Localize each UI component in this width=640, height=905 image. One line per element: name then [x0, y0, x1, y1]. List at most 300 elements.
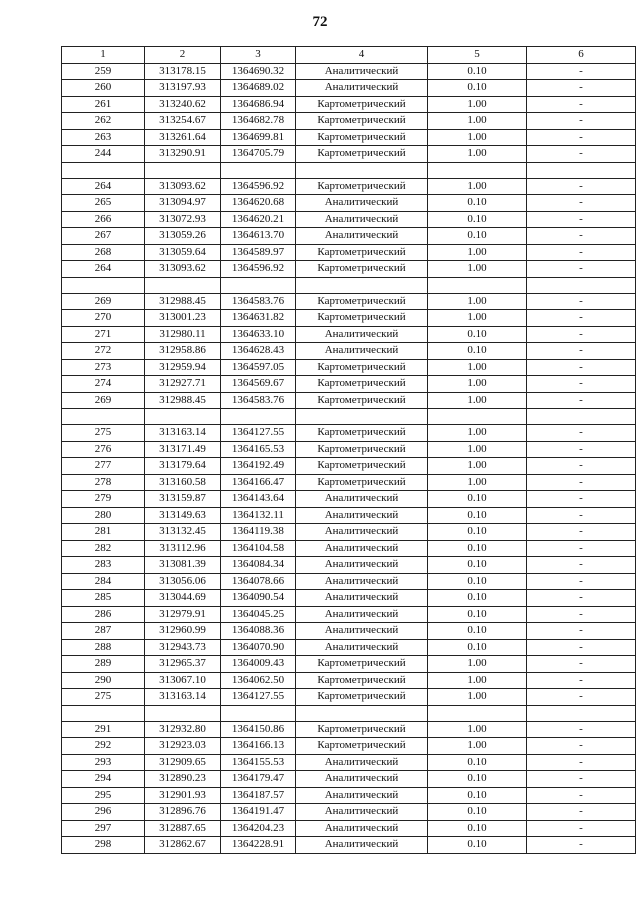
table-cell: 277 [62, 458, 145, 475]
table-cell: 312965.37 [145, 656, 221, 673]
table-cell [296, 409, 428, 425]
table-row [62, 310, 636, 327]
table-separator-row [62, 277, 636, 293]
table-cell [428, 409, 527, 425]
table-cell: 1364088.36 [221, 623, 296, 640]
table-cell: 1364569.67 [221, 376, 296, 393]
table-cell: 1364682.78 [221, 113, 296, 130]
table-cell: 312890.23 [145, 771, 221, 788]
table-row [62, 787, 636, 804]
table-cell: - [527, 507, 636, 524]
table-cell: Картометрический [296, 113, 428, 130]
table-cell: 1364187.57 [221, 787, 296, 804]
table-cell: 1364127.55 [221, 689, 296, 706]
table-cell: Картометрический [296, 474, 428, 491]
table-cell: - [527, 656, 636, 673]
table-cell: Картометрический [296, 376, 428, 393]
table-cell: 289 [62, 656, 145, 673]
table-cell [221, 705, 296, 721]
table-cell: - [527, 458, 636, 475]
table-cell: 1364583.76 [221, 392, 296, 409]
table-cell: Аналитический [296, 507, 428, 524]
table-cell: - [527, 80, 636, 97]
table-cell: 271 [62, 326, 145, 343]
table-row [62, 425, 636, 442]
table-cell: Картометрический [296, 129, 428, 146]
table-cell: - [527, 310, 636, 327]
table-cell: - [527, 524, 636, 541]
table-cell: 312901.93 [145, 787, 221, 804]
table-cell: Аналитический [296, 211, 428, 228]
table-cell: 1364583.76 [221, 293, 296, 310]
table-cell: 0.10 [428, 771, 527, 788]
table-cell: 1.00 [428, 293, 527, 310]
table-cell: 313072.93 [145, 211, 221, 228]
table-cell: Аналитический [296, 557, 428, 574]
table-cell: - [527, 293, 636, 310]
table-cell: 312887.65 [145, 820, 221, 837]
table-cell: 1364596.92 [221, 178, 296, 195]
table-cell: 0.10 [428, 326, 527, 343]
table-cell: 0.10 [428, 837, 527, 854]
page-number: 72 [312, 14, 328, 30]
table-row [62, 820, 636, 837]
table-row [62, 376, 636, 393]
table-row [62, 146, 636, 163]
table-cell: Картометрический [296, 244, 428, 261]
table-cell: - [527, 623, 636, 640]
table-cell: 0.10 [428, 557, 527, 574]
table-cell: - [527, 376, 636, 393]
table-cell: Аналитический [296, 820, 428, 837]
table-cell: 283 [62, 557, 145, 574]
table-cell: 265 [62, 195, 145, 212]
table-cell: Аналитический [296, 606, 428, 623]
table-cell: 1364127.55 [221, 425, 296, 442]
table-cell: 259 [62, 63, 145, 80]
table-cell: 1.00 [428, 129, 527, 146]
table-cell: - [527, 441, 636, 458]
table-cell: 1.00 [428, 738, 527, 755]
table-cell: Аналитический [296, 491, 428, 508]
table-cell: 313163.14 [145, 689, 221, 706]
table-cell: 284 [62, 573, 145, 590]
table-cell: 1364620.21 [221, 211, 296, 228]
table-cell: 313056.06 [145, 573, 221, 590]
table-cell: 313159.87 [145, 491, 221, 508]
table-cell: 313178.15 [145, 63, 221, 80]
table-cell: Картометрический [296, 689, 428, 706]
table-cell: 297 [62, 820, 145, 837]
table-cell: Аналитический [296, 754, 428, 771]
table-cell: Аналитический [296, 343, 428, 360]
table-cell: - [527, 178, 636, 195]
table-cell: 0.10 [428, 63, 527, 80]
table-cell: 268 [62, 244, 145, 261]
table-cell: 1364631.82 [221, 310, 296, 327]
table-cell: Картометрический [296, 458, 428, 475]
table-cell: 1364166.13 [221, 738, 296, 755]
table-cell: 312980.11 [145, 326, 221, 343]
table-cell: 291 [62, 721, 145, 738]
table-cell: Картометрический [296, 178, 428, 195]
table-cell: - [527, 721, 636, 738]
table-cell: 1.00 [428, 672, 527, 689]
table-cell: 313290.91 [145, 146, 221, 163]
table-cell: 263 [62, 129, 145, 146]
table-cell: 1364628.43 [221, 343, 296, 360]
table-cell: Аналитический [296, 837, 428, 854]
table-cell: 290 [62, 672, 145, 689]
table-cell: 0.10 [428, 590, 527, 607]
table-cell: 1364228.91 [221, 837, 296, 854]
table-cell [62, 277, 145, 293]
table-cell: 312927.71 [145, 376, 221, 393]
table-cell: 1364084.34 [221, 557, 296, 574]
table-row [62, 129, 636, 146]
table-cell: 313149.63 [145, 507, 221, 524]
table-row [62, 228, 636, 245]
table-cell: - [527, 738, 636, 755]
table-cell: Аналитический [296, 228, 428, 245]
table-cell: 313179.64 [145, 458, 221, 475]
table-cell: 267 [62, 228, 145, 245]
table-row [62, 178, 636, 195]
table-cell [145, 162, 221, 178]
table-cell: 298 [62, 837, 145, 854]
table-row [62, 244, 636, 261]
table-cell: - [527, 837, 636, 854]
table-cell: 1364596.92 [221, 261, 296, 278]
table-cell: 313059.26 [145, 228, 221, 245]
table-row [62, 96, 636, 113]
table-cell: 313254.67 [145, 113, 221, 130]
table-row [62, 672, 636, 689]
table-cell: 1.00 [428, 656, 527, 673]
table-cell: Картометрический [296, 261, 428, 278]
table-cell: Аналитический [296, 787, 428, 804]
table-cell: 313067.10 [145, 672, 221, 689]
table-cell: 1.00 [428, 244, 527, 261]
table-cell: 1.00 [428, 376, 527, 393]
table-cell: 313171.49 [145, 441, 221, 458]
table-cell: 1364204.23 [221, 820, 296, 837]
table-cell: - [527, 211, 636, 228]
table-cell: Картометрический [296, 672, 428, 689]
table-cell [145, 705, 221, 721]
table-cell: 1364613.70 [221, 228, 296, 245]
table-row [62, 63, 636, 80]
table-cell: 1364045.25 [221, 606, 296, 623]
table-cell: 312988.45 [145, 293, 221, 310]
table-cell: 1364179.47 [221, 771, 296, 788]
table-cell: 275 [62, 425, 145, 442]
table-cell: Картометрический [296, 392, 428, 409]
table-cell: 1.00 [428, 425, 527, 442]
table-separator-row [62, 409, 636, 425]
table-cell: Аналитический [296, 804, 428, 821]
table-row [62, 754, 636, 771]
table-row [62, 211, 636, 228]
table-cell: - [527, 804, 636, 821]
table-cell: 272 [62, 343, 145, 360]
table-cell: Аналитический [296, 540, 428, 557]
table-cell: 266 [62, 211, 145, 228]
table-cell: 1.00 [428, 474, 527, 491]
table-cell: 1364690.32 [221, 63, 296, 80]
table-cell: - [527, 146, 636, 163]
table-cell: 280 [62, 507, 145, 524]
table-row [62, 359, 636, 376]
table-cell: 0.10 [428, 507, 527, 524]
table-cell: 313112.96 [145, 540, 221, 557]
table-cell: 1364119.38 [221, 524, 296, 541]
table-cell: 260 [62, 80, 145, 97]
table-cell: Аналитический [296, 326, 428, 343]
table-cell: 313160.58 [145, 474, 221, 491]
table-separator-row [62, 162, 636, 178]
table-row [62, 590, 636, 607]
table-cell: - [527, 573, 636, 590]
table-cell: 0.10 [428, 491, 527, 508]
table-cell: 1364155.53 [221, 754, 296, 771]
table-cell: 276 [62, 441, 145, 458]
table-cell: 312979.91 [145, 606, 221, 623]
table-cell: - [527, 491, 636, 508]
table-cell: 312932.80 [145, 721, 221, 738]
table-cell: - [527, 195, 636, 212]
column-header: 4 [296, 47, 428, 64]
table-cell: 1.00 [428, 392, 527, 409]
table-cell: 1364589.97 [221, 244, 296, 261]
table-row [62, 113, 636, 130]
table-row [62, 738, 636, 755]
table-cell: 1364699.81 [221, 129, 296, 146]
table-cell [527, 162, 636, 178]
table-cell: 1364009.43 [221, 656, 296, 673]
coordinates-table [61, 46, 636, 854]
table-cell: 1364150.86 [221, 721, 296, 738]
table-row [62, 837, 636, 854]
table-cell: 269 [62, 293, 145, 310]
table-cell [527, 705, 636, 721]
table-row [62, 557, 636, 574]
table-cell: Картометрический [296, 721, 428, 738]
table-cell: - [527, 113, 636, 130]
table-cell: 312862.67 [145, 837, 221, 854]
table-cell: - [527, 326, 636, 343]
table-cell: 313044.69 [145, 590, 221, 607]
table-cell: 313094.97 [145, 195, 221, 212]
table-cell: 313132.45 [145, 524, 221, 541]
table-cell [221, 162, 296, 178]
table-separator-row [62, 705, 636, 721]
table-cell: 1.00 [428, 146, 527, 163]
column-header: 2 [145, 47, 221, 64]
table-header-row [62, 47, 636, 64]
table-row [62, 639, 636, 656]
table-cell: 0.10 [428, 754, 527, 771]
table-row [62, 474, 636, 491]
table-cell: 0.10 [428, 343, 527, 360]
table-row [62, 721, 636, 738]
table-cell: 292 [62, 738, 145, 755]
table-cell: 262 [62, 113, 145, 130]
table-cell: 312988.45 [145, 392, 221, 409]
table-cell: - [527, 244, 636, 261]
table-cell: Картометрический [296, 441, 428, 458]
table-cell: 1364132.11 [221, 507, 296, 524]
table-cell: 295 [62, 787, 145, 804]
table-cell: - [527, 754, 636, 771]
table-cell: 313240.62 [145, 96, 221, 113]
table-cell [428, 705, 527, 721]
table-row [62, 606, 636, 623]
table-row [62, 491, 636, 508]
table-cell: - [527, 787, 636, 804]
table-cell: 1364070.90 [221, 639, 296, 656]
table-cell: 1364078.66 [221, 573, 296, 590]
table-cell: 313093.62 [145, 178, 221, 195]
table-cell: 313197.93 [145, 80, 221, 97]
table-cell [62, 705, 145, 721]
table-row [62, 524, 636, 541]
table-cell: 0.10 [428, 606, 527, 623]
table-cell: 0.10 [428, 623, 527, 640]
table-cell: Картометрический [296, 359, 428, 376]
table-cell: 0.10 [428, 639, 527, 656]
table-cell: 1.00 [428, 113, 527, 130]
table-cell: 1364620.68 [221, 195, 296, 212]
table-cell: 1364689.02 [221, 80, 296, 97]
table-cell: 1.00 [428, 458, 527, 475]
table-cell: 264 [62, 261, 145, 278]
table-cell: 1.00 [428, 689, 527, 706]
table-cell: - [527, 689, 636, 706]
table-cell [221, 409, 296, 425]
table-cell: - [527, 557, 636, 574]
table-cell: - [527, 129, 636, 146]
table-cell: Аналитический [296, 573, 428, 590]
table-cell: Аналитический [296, 771, 428, 788]
table-cell: 313163.14 [145, 425, 221, 442]
table-cell [296, 705, 428, 721]
table-cell: - [527, 820, 636, 837]
table-cell: 0.10 [428, 540, 527, 557]
table-cell: Аналитический [296, 639, 428, 656]
table-cell: Картометрический [296, 738, 428, 755]
table-cell: Картометрический [296, 425, 428, 442]
table-cell: 1364166.47 [221, 474, 296, 491]
table-cell [527, 277, 636, 293]
table-cell: - [527, 359, 636, 376]
table-cell: 313081.39 [145, 557, 221, 574]
table-cell: 0.10 [428, 573, 527, 590]
table-cell: 1.00 [428, 96, 527, 113]
table-cell: 274 [62, 376, 145, 393]
table-cell: 1364165.53 [221, 441, 296, 458]
table-row [62, 507, 636, 524]
table-cell: 312943.73 [145, 639, 221, 656]
table-cell [221, 277, 296, 293]
table-row [62, 343, 636, 360]
table-row [62, 392, 636, 409]
table-cell: 286 [62, 606, 145, 623]
table-cell: 1.00 [428, 178, 527, 195]
table-cell: 0.10 [428, 524, 527, 541]
table-cell: 294 [62, 771, 145, 788]
table-cell [296, 162, 428, 178]
table-cell: 287 [62, 623, 145, 640]
table-cell: 312909.65 [145, 754, 221, 771]
table-cell: - [527, 63, 636, 80]
table-cell: Картометрический [296, 310, 428, 327]
table-cell: 312959.94 [145, 359, 221, 376]
table-cell: 0.10 [428, 820, 527, 837]
table-cell: 1364633.10 [221, 326, 296, 343]
table-cell: - [527, 425, 636, 442]
table-row [62, 573, 636, 590]
table-cell [62, 409, 145, 425]
table-cell: - [527, 343, 636, 360]
table-cell: 1364191.47 [221, 804, 296, 821]
column-header: 5 [428, 47, 527, 64]
coordinates-table-body [62, 47, 636, 854]
table-cell: 244 [62, 146, 145, 163]
table-cell: 1.00 [428, 310, 527, 327]
table-row [62, 689, 636, 706]
table-cell: 312958.86 [145, 343, 221, 360]
table-cell: - [527, 606, 636, 623]
table-cell: 278 [62, 474, 145, 491]
table-row [62, 261, 636, 278]
table-cell: 288 [62, 639, 145, 656]
table-cell: 1364192.49 [221, 458, 296, 475]
table-cell [62, 162, 145, 178]
table-cell: Аналитический [296, 590, 428, 607]
table-cell [145, 277, 221, 293]
table-cell [527, 409, 636, 425]
table-cell: Картометрический [296, 146, 428, 163]
table-cell: 273 [62, 359, 145, 376]
table-row [62, 623, 636, 640]
table-cell: 261 [62, 96, 145, 113]
table-cell: 1.00 [428, 359, 527, 376]
table-cell: - [527, 672, 636, 689]
table-cell: 275 [62, 689, 145, 706]
table-cell: 312923.03 [145, 738, 221, 755]
table-row [62, 293, 636, 310]
table-cell: - [527, 96, 636, 113]
table-cell: 312896.76 [145, 804, 221, 821]
table-cell: 0.10 [428, 804, 527, 821]
table-cell: - [527, 771, 636, 788]
table-row [62, 80, 636, 97]
table-cell: - [527, 540, 636, 557]
table-cell: 1364090.54 [221, 590, 296, 607]
table-cell [296, 277, 428, 293]
table-cell: 1.00 [428, 261, 527, 278]
table-cell: 313001.23 [145, 310, 221, 327]
table-cell: Аналитический [296, 63, 428, 80]
table-row [62, 540, 636, 557]
table-cell [428, 277, 527, 293]
table-cell: 0.10 [428, 80, 527, 97]
table-cell: 296 [62, 804, 145, 821]
table-cell: Картометрический [296, 96, 428, 113]
table-cell: 313261.64 [145, 129, 221, 146]
table-cell: 313059.64 [145, 244, 221, 261]
